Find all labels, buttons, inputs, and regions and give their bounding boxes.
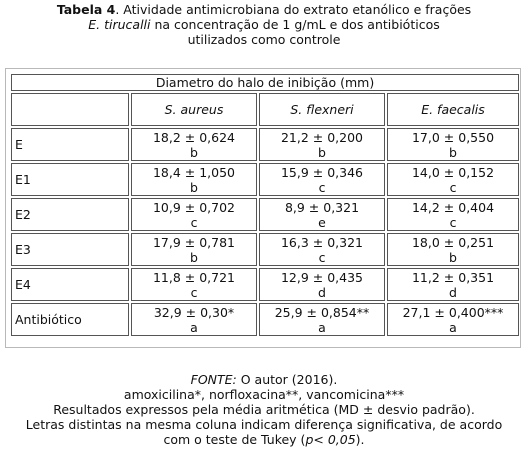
- cell-value: 17,0 ± 0,550: [411, 129, 495, 145]
- table-cell: [387, 233, 519, 266]
- cell-group-letter: c: [318, 249, 326, 265]
- cell-value: 14,0 ± 0,152: [411, 164, 495, 180]
- source-note: FONTE: O autor (2016).: [190, 372, 338, 387]
- row-label: E: [11, 128, 129, 161]
- cell-group-letter: b: [449, 249, 457, 265]
- cell-value: 18,2 ± 0,624: [152, 129, 236, 145]
- species-name: E. tirucalli: [88, 17, 151, 32]
- caption-line-1: Tabela 4. Atividade antimicrobiana do extrato etanólico e frações: [56, 2, 472, 17]
- cell-value: 15,9 ± 0,346: [280, 164, 364, 180]
- cell-group-letter: e: [318, 214, 326, 230]
- row-label: Antibiótico: [11, 303, 129, 336]
- empty-header-cell: [11, 93, 129, 126]
- cell-group-letter: b: [190, 249, 198, 265]
- cell-group-letter: a: [449, 319, 457, 335]
- results-table: [9, 72, 521, 338]
- table-label: Tabela 4: [56, 2, 116, 17]
- cell-value: 27,1 ± 0,400***: [402, 304, 504, 320]
- cell-group-letter: b: [190, 144, 198, 160]
- table-row: [11, 198, 519, 231]
- table-cell: [387, 128, 519, 161]
- table-cell: [131, 198, 257, 231]
- table-header: Diametro do halo de inibição (mm): [11, 74, 519, 91]
- table-cell: [387, 163, 519, 196]
- row-label: E3: [11, 233, 129, 266]
- table-row: [11, 303, 519, 336]
- table-cell: [259, 233, 385, 266]
- cell-group-letter: b: [318, 144, 326, 160]
- tukey-note: com o teste de Tukey (p< 0,05).: [163, 432, 365, 447]
- cell-group-letter: c: [449, 214, 457, 230]
- row-label: E1: [11, 163, 129, 196]
- caption-line-3: utilizados como controle: [187, 32, 341, 47]
- cell-value: 8,9 ± 0,321: [284, 199, 360, 215]
- table-cell: [131, 268, 257, 301]
- cell-value: 11,2 ± 0,351: [411, 269, 495, 285]
- cell-group-letter: a: [318, 319, 326, 335]
- cell-group-letter: c: [190, 214, 198, 230]
- cell-group-letter: b: [449, 144, 457, 160]
- cell-group-letter: c: [449, 179, 457, 195]
- table-row: [11, 233, 519, 266]
- cell-value: 17,9 ± 0,781: [152, 234, 236, 250]
- cell-group-letter: d: [449, 284, 457, 300]
- table-cell: [387, 198, 519, 231]
- cell-value: 25,9 ± 0,854**: [274, 304, 370, 320]
- table-cell: [259, 163, 385, 196]
- cell-value: 32,9 ± 0,30*: [153, 304, 235, 320]
- table-cell: [131, 233, 257, 266]
- caption-line-2: E. tirucalli na concentração de 1 g/mL e dos antibióticos: [88, 17, 440, 32]
- table-caption: [0, 0, 528, 50]
- cell-value: 12,9 ± 0,435: [280, 269, 364, 285]
- cell-value: 16,3 ± 0,321: [280, 234, 364, 250]
- table-row: [11, 128, 519, 161]
- cell-group-letter: b: [190, 179, 198, 195]
- cell-value: 14,2 ± 0,404: [411, 199, 495, 215]
- cell-group-letter: c: [318, 179, 326, 195]
- table-row: [11, 268, 519, 301]
- cell-group-letter: c: [190, 284, 198, 300]
- table-cell: [387, 268, 519, 301]
- row-label: E2: [11, 198, 129, 231]
- table-header-row: [11, 74, 519, 91]
- results-table-body: [11, 74, 519, 336]
- cell-group-letter: a: [190, 319, 198, 335]
- table-cell: [259, 303, 385, 336]
- cell-group-letter: d: [318, 284, 326, 300]
- column-header: E. faecalis: [387, 93, 519, 126]
- table-cell: [131, 163, 257, 196]
- table-cell: [259, 128, 385, 161]
- source-label: FONTE:: [190, 372, 237, 387]
- cell-value: 18,4 ± 1,050: [152, 164, 236, 180]
- row-label: E4: [11, 268, 129, 301]
- cell-value: 11,8 ± 0,721: [152, 269, 236, 285]
- antibiotic-legend: amoxicilina*, norfloxacina**, vancomicina***: [123, 387, 405, 402]
- table-row: [11, 163, 519, 196]
- cell-value: 21,2 ± 0,200: [280, 129, 364, 145]
- column-header: S. aureus: [131, 93, 257, 126]
- table-cell: [259, 198, 385, 231]
- cell-value: 18,0 ± 0,251: [411, 234, 495, 250]
- column-header: S. flexneri: [259, 93, 385, 126]
- table-cell: [387, 303, 519, 336]
- results-note: Resultados expressos pela média aritmética (MD ± desvio padrão).: [53, 402, 475, 417]
- cell-value: 10,9 ± 0,702: [152, 199, 236, 215]
- column-header-row: [11, 93, 519, 126]
- table-cell: [131, 303, 257, 336]
- table-cell: [131, 128, 257, 161]
- table-footer: [0, 372, 528, 447]
- significance-note: Letras distintas na mesma coluna indicam diferença significativa, de acordo: [25, 417, 503, 432]
- table-cell: [259, 268, 385, 301]
